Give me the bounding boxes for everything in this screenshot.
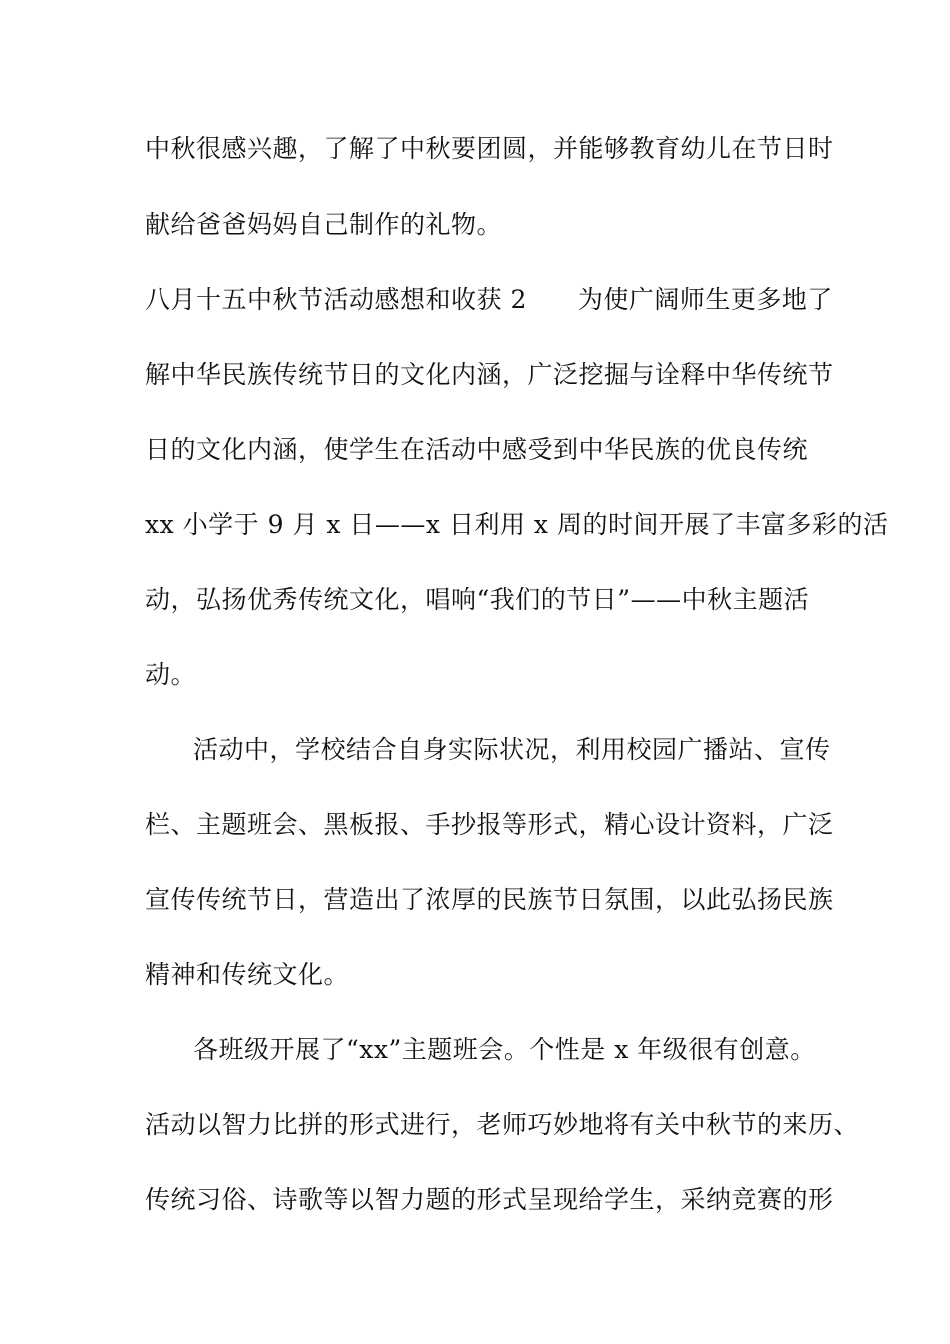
text-line: 精神和传统文化。: [145, 960, 350, 989]
text-line: 八月十五中秋节活动感想和收获 2 为使广阔师生更多地了: [145, 285, 833, 314]
paragraph-first-line: 活动中，学校结合自身实际状况，利用校园广播站、宣传: [193, 735, 831, 764]
text-line: xx 小学于 9 月 x 日——x 日利用 x 周的时间开展了丰富多彩的活: [145, 510, 889, 539]
text-line: 宣传传统节日，营造出了浓厚的民族节日氛围，以此弘扬民族: [145, 885, 834, 914]
paragraph-first-line: 各班级开展了“xx”主题班会。个性是 x 年级很有创意。: [193, 1035, 816, 1064]
text-line: 中秋很感兴趣，了解了中秋要团圆，并能够教育幼儿在节日时: [145, 134, 834, 163]
text-line: 日的文化内涵，使学生在活动中感受到中华民族的优良传统: [145, 435, 809, 464]
text-line: 活动以智力比拼的形式进行，老师巧妙地将有关中秋节的来历、: [145, 1110, 860, 1139]
text-line: 栏、主题班会、黑板报、手抄报等形式，精心设计资料，广泛: [145, 810, 834, 839]
text-line: 动。: [145, 660, 197, 689]
text-line: 解中华民族传统节日的文化内涵，广泛挖掘与诠释中华传统节: [145, 360, 834, 389]
text-line: 动，弘扬优秀传统文化，唱响“我们的节日”——中秋主题活: [145, 585, 810, 614]
text-line: 献给爸爸妈妈自己制作的礼物。: [145, 210, 503, 239]
text-line: 传统习俗、诗歌等以智力题的形式呈现给学生，采纳竞赛的形: [145, 1185, 834, 1214]
